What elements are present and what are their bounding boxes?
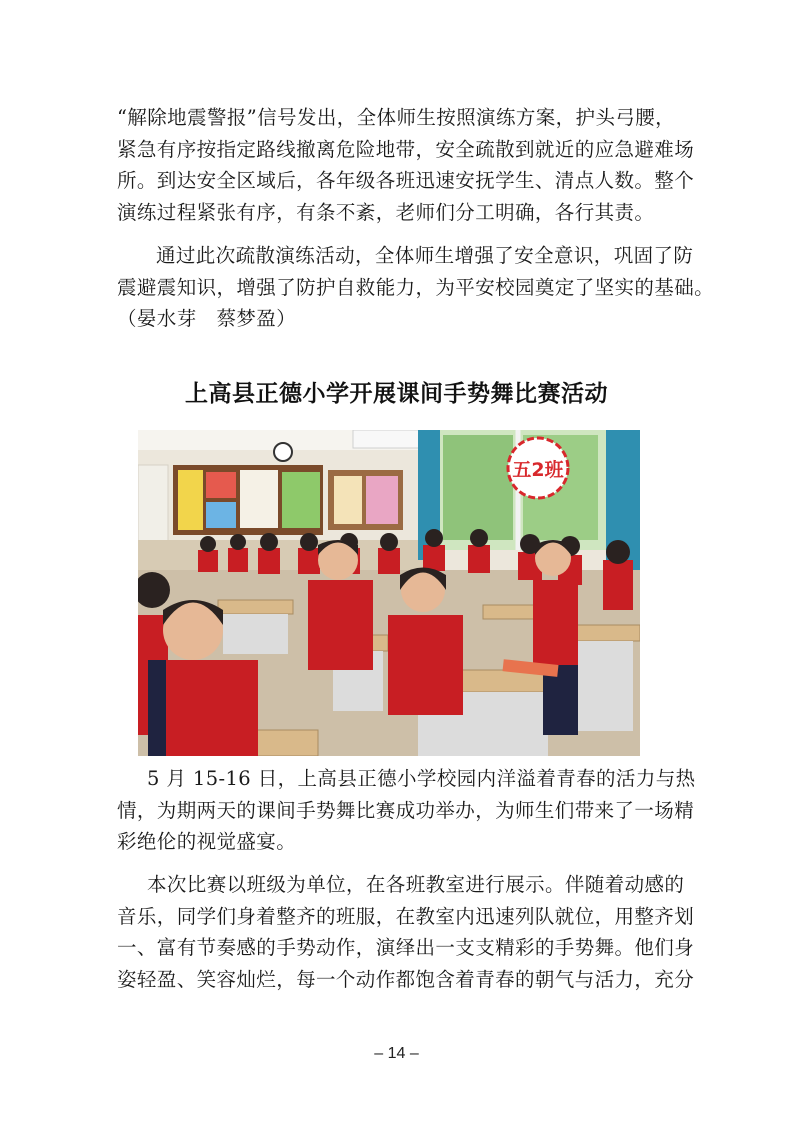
text-line: “解除地震警报”信号发出，全体师生按照演练方案，护头弓腰， [117, 106, 676, 129]
badge-label: 五2班 [512, 459, 564, 481]
text-line: 紧急有序按指定路线撤离危险地带，安全疏散到就近的应急避难场 [117, 137, 695, 161]
text-line: 所。到达安全区域后，各年级各班迅速安抚学生、清点人数。整个 [117, 169, 695, 192]
page-number: – 14 – [374, 1045, 419, 1062]
text-line: （晏水芽 蔡梦盈） [117, 307, 297, 330]
text-line: 演练过程紧张有序，有条不紊，老师们分工明确，各行其责。 [117, 200, 655, 224]
paragraph-evacuation-process [117, 102, 695, 228]
text-line: 5 月 15-16 日，上高县正德小学校园内洋溢着青春的活力与热 [147, 767, 696, 790]
article-title: 上高县正德小学开展课间手势舞比赛活动 [185, 381, 608, 407]
text-line: 情，为期两天的课间手势舞比赛成功举办，为师生们带来了一场精 [117, 798, 695, 822]
paragraph-competition-details [117, 869, 695, 995]
class-badge [508, 438, 568, 498]
text-line: 姿轻盈、笑容灿烂，每一个动作都饱含着青春的朝气与活力，充分 [117, 967, 695, 991]
text-line: 本次比赛以班级为单位，在各班教室进行展示。伴随着动感的 [147, 873, 685, 896]
text-line: 通过此次疏散演练活动，全体师生增强了安全意识，巩固了防 [156, 244, 694, 267]
paragraph-competition-intro [117, 763, 696, 858]
text-line: 震避震知识，增强了防护自救能力，为平安校园奠定了坚实的基础。 [117, 275, 715, 299]
classroom-photo [138, 430, 640, 756]
text-line: 音乐，同学们身着整齐的班服，在教室内迅速列队就位，用整齐划 [117, 904, 695, 928]
text-line: 彩绝伦的视觉盛宴。 [117, 830, 297, 853]
text-line: 一、富有节奏感的手势动作，演绎出一支支精彩的手势舞。他们身 [117, 936, 695, 959]
paragraph-drill-summary [117, 240, 715, 335]
